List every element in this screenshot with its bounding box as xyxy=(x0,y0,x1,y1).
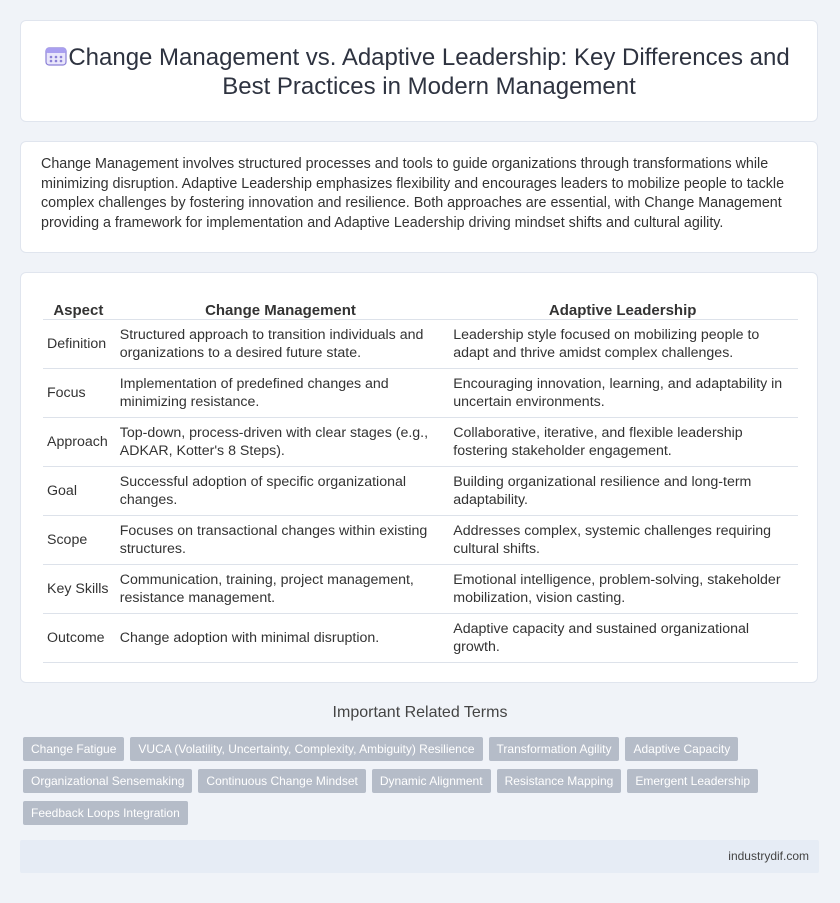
change-management-cell: Change adoption with minimal disruption. xyxy=(114,614,448,663)
aspect-cell: Goal xyxy=(43,467,114,516)
header-change-management: Change Management xyxy=(114,295,448,320)
comparison-table xyxy=(43,295,798,663)
aspect-cell: Outcome xyxy=(43,614,114,663)
related-terms-list xyxy=(23,737,813,833)
change-management-cell: Successful adoption of specific organizational changes. xyxy=(114,467,448,516)
table-row xyxy=(43,516,798,565)
adaptive-leadership-cell: Addresses complex, systemic challenges requiring cultural shifts. xyxy=(447,516,798,565)
intro-card xyxy=(20,141,818,253)
related-term-tag[interactable]: Feedback Loops Integration xyxy=(23,801,188,825)
aspect-cell: Scope xyxy=(43,516,114,565)
related-term-tag[interactable]: Change Fatigue xyxy=(23,737,124,761)
related-term-tag[interactable]: Emergent Leadership xyxy=(627,769,758,793)
aspect-cell: Definition xyxy=(43,320,114,369)
comparison-table-card xyxy=(20,272,818,683)
table-row xyxy=(43,565,798,614)
aspect-cell: Key Skills xyxy=(43,565,114,614)
related-term-tag[interactable]: Continuous Change Mindset xyxy=(198,769,365,793)
change-management-cell: Focuses on transactional changes within existing structures. xyxy=(114,516,448,565)
footer-site-link[interactable]: industrydif.com xyxy=(728,849,809,863)
related-terms-title: Important Related Terms xyxy=(332,704,508,721)
page-title: Change Management vs. Adaptive Leadership: Key Differences and Best Practices in Modern Management xyxy=(68,44,790,100)
adaptive-leadership-cell: Building organizational resilience and long-term adaptability. xyxy=(447,467,798,516)
related-term-tag[interactable]: Transformation Agility xyxy=(489,737,620,761)
adaptive-leadership-cell: Leadership style focused on mobilizing people to adapt and thrive amidst complex challenges. xyxy=(447,320,798,369)
header-adaptive-leadership: Adaptive Leadership xyxy=(447,295,798,320)
table-row xyxy=(43,418,798,467)
aspect-cell: Approach xyxy=(43,418,114,467)
adaptive-leadership-cell: Emotional intelligence, problem-solving, stakeholder mobilization, vision casting. xyxy=(447,565,798,614)
change-management-cell: Structured approach to transition individuals and organizations to a desired future state. xyxy=(114,320,448,369)
adaptive-leadership-cell: Adaptive capacity and sustained organizational growth. xyxy=(447,614,798,663)
intro-paragraph: Change Management involves structured processes and tools to guide organizations through transformations while minimizing disruption. Adaptive Leadership emphasizes flexibility and encourages leaders to mobilize people to tackle complex challenges by fostering innovation and resilience. Both approaches are essential, with Change Management providing a framework for implementation and Adaptive Leadership driving mindset shifts and cultural agility. xyxy=(41,156,785,231)
footer xyxy=(20,840,819,873)
change-management-cell: Communication, training, project management, resistance management. xyxy=(114,565,448,614)
aspect-cell: Focus xyxy=(43,369,114,418)
header-aspect: Aspect xyxy=(43,295,114,320)
related-term-tag[interactable]: Adaptive Capacity xyxy=(625,737,738,761)
related-term-tag[interactable]: VUCA (Volatility, Uncertainty, Complexity, Ambiguity) Resilience xyxy=(130,737,482,761)
change-management-cell: Top-down, process-driven with clear stages (e.g., ADKAR, Kotter's 8 Steps). xyxy=(114,418,448,467)
adaptive-leadership-cell: Collaborative, iterative, and flexible leadership fostering stakeholder engagement. xyxy=(447,418,798,467)
table-row xyxy=(43,369,798,418)
related-term-tag[interactable]: Organizational Sensemaking xyxy=(23,769,192,793)
header-card xyxy=(20,20,818,122)
related-term-tag[interactable]: Dynamic Alignment xyxy=(372,769,491,793)
table-header-row xyxy=(43,295,798,320)
table-row xyxy=(43,614,798,663)
adaptive-leadership-cell: Encouraging innovation, learning, and adaptability in uncertain environments. xyxy=(447,369,798,418)
related-term-tag[interactable]: Resistance Mapping xyxy=(497,769,622,793)
table-row xyxy=(43,467,798,516)
table-row xyxy=(43,320,798,369)
change-management-cell: Implementation of predefined changes and minimizing resistance. xyxy=(114,369,448,418)
